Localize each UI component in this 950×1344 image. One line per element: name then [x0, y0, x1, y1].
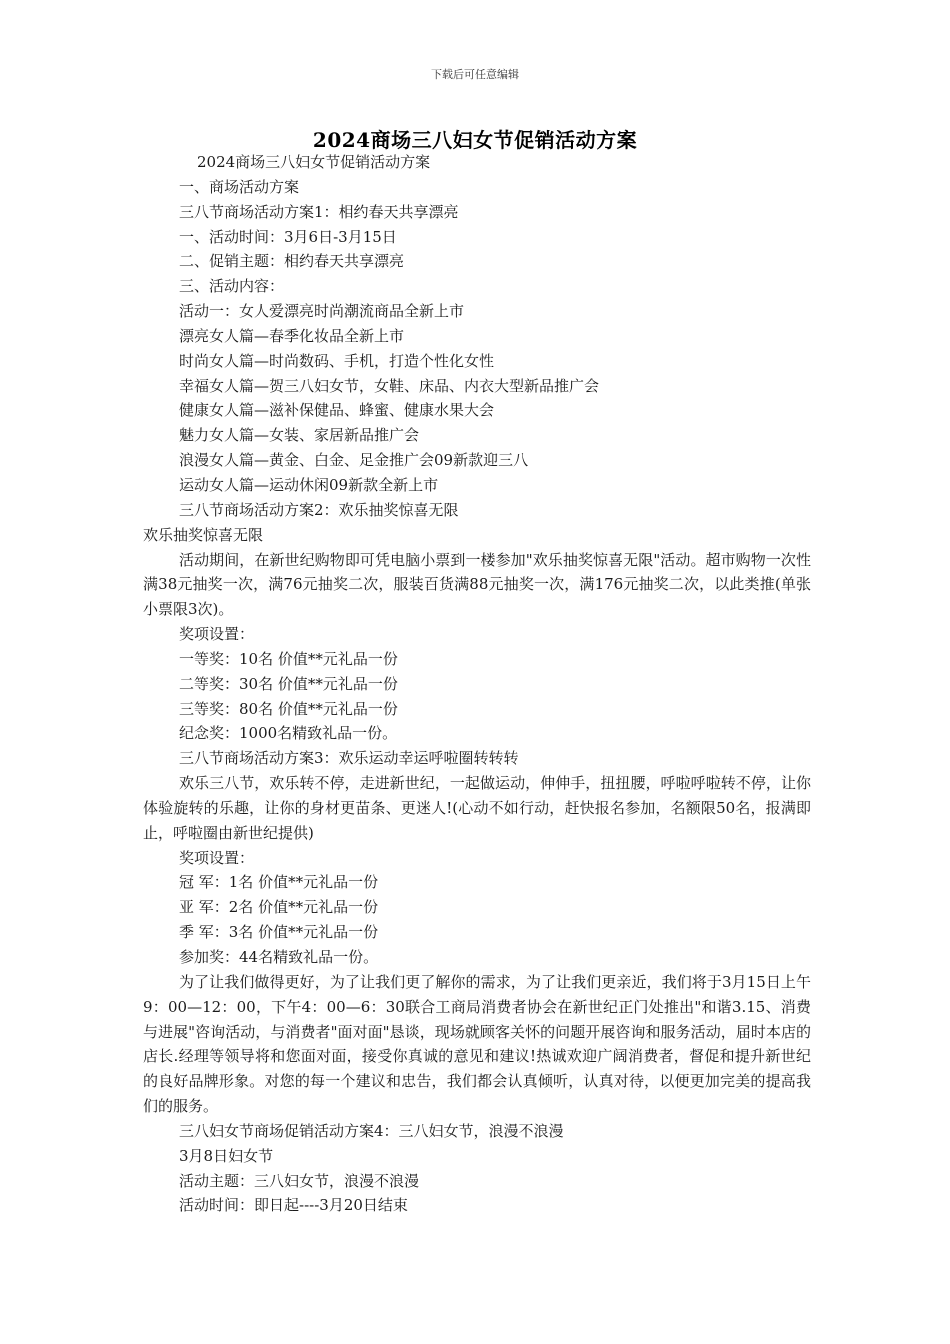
paragraph: 活动期间，在新世纪购物即可凭电脑小票到一楼参加"欢乐抽奖惊喜无限"活动。超市购物一次性满38元抽奖一次，满76元抽奖二次，服装百货满88元抽奖一次，满176元抽奖二次，以此类推(单张小票限3次)。	[143, 550, 811, 619]
paragraph: 为了让我们做得更好，为了让我们更了解你的需求，为了让我们更亲近，我们将于3月15日上午9：00—12：00，下午4：00—6：30联合工商局消费者协会在新世纪正门处推出"和谐3.15、消费与进展"咨询活动，与消费者"面对面"恳谈，现场就顾客关怀的问题开展咨询和服务活动，届时本店的店长.经理等领导将和您面对面，接受你真诚的意见和建议!热诚欢迎广阔消费者，督促和提升新世纪的良好品牌形象。对您的每一个建议和忠告，我们都会认真倾听，认真对待，以便更加完美的提高我们的服务。	[143, 972, 811, 1116]
paragraph-line: 二、促销主题：相约春天共享漂亮	[179, 252, 405, 271]
paragraph-line: 漂亮女人篇—春季化妆品全新上市	[179, 326, 405, 345]
paragraph-line: 幸福女人篇—贺三八妇女节，女鞋、床品、内衣大型新品推广会	[179, 376, 600, 395]
paragraph-line: 活动主题：三八妇女节，浪漫不浪漫	[179, 1171, 420, 1190]
paragraph-line: 三、活动内容：	[179, 277, 285, 296]
paragraph-line: 欢乐抽奖惊喜无限	[143, 525, 264, 544]
prize-line: 亚 军：2名 价值**元礼品一份	[179, 898, 379, 917]
document-title: 2024商场三八妇女节促销活动方案	[312, 128, 638, 152]
paragraph-line: 3月8日妇女节	[179, 1146, 274, 1165]
prize-line: 季 军：3名 价值**元礼品一份	[179, 923, 379, 942]
paragraph-line: 一、活动时间：3月6日-3月15日	[179, 227, 397, 246]
paragraph-line: 奖项设置：	[179, 625, 255, 644]
subtitle-line: 2024商场三八妇女节促销活动方案	[197, 153, 431, 171]
paragraph-line: 奖项设置：	[179, 848, 255, 867]
section-heading: 一、商场活动方案	[179, 177, 300, 196]
prize-line: 冠 军：1名 价值**元礼品一份	[179, 873, 379, 892]
prize-line: 三等奖：80名 价值**元礼品一份	[179, 699, 398, 718]
paragraph-line: 浪漫女人篇—黄金、白金、足金推广会09新款迎三八	[179, 451, 529, 470]
plan-heading: 三八节商场活动方案3：欢乐运动幸运呼啦圈转转转	[179, 749, 519, 768]
prize-line: 一等奖：10名 价值**元礼品一份	[179, 649, 398, 668]
prize-line: 参加奖：44名精致礼品一份。	[179, 948, 379, 966]
document-body	[143, 150, 811, 1218]
prize-line: 纪念奖：1000名精致礼品一份。	[179, 724, 398, 743]
plan-heading: 三八节商场活动方案1：相约春天共享漂亮	[179, 202, 459, 221]
paragraph-line: 活动一：女人爱漂亮时尚潮流商品全新上市	[179, 302, 465, 321]
paragraph-line: 魅力女人篇—女装、家居新品推广会	[179, 426, 420, 445]
paragraph-line: 时尚女人篇—时尚数码、手机，打造个性化女性	[179, 351, 495, 370]
paragraph-line: 运动女人篇—运动休闲09新款全新上市	[179, 475, 439, 494]
paragraph-line: 活动时间：即日起----3月20日结束	[179, 1196, 408, 1215]
prize-line: 二等奖：30名 价值**元礼品一份	[179, 674, 398, 693]
paragraph: 欢乐三八节，欢乐转不停，走进新世纪，一起做运动，伸伸手，扭扭腰，呼啦呼啦转不停，让你体验旋转的乐趣，让你的身材更苗条、更迷人!(心动不如行动，赶快报名参加，名额限50名，报满即止，呼啦圈由新世纪提供)	[143, 774, 811, 842]
plan-heading: 三八节商场活动方案2：欢乐抽奖惊喜无限	[179, 500, 459, 519]
paragraph-line: 健康女人篇—滋补保健品、蜂蜜、健康水果大会	[179, 401, 495, 420]
plan-heading: 三八妇女节商场促销活动方案4：三八妇女节，浪漫不浪漫	[179, 1121, 564, 1140]
header-note: 下载后可任意编辑	[431, 68, 519, 81]
